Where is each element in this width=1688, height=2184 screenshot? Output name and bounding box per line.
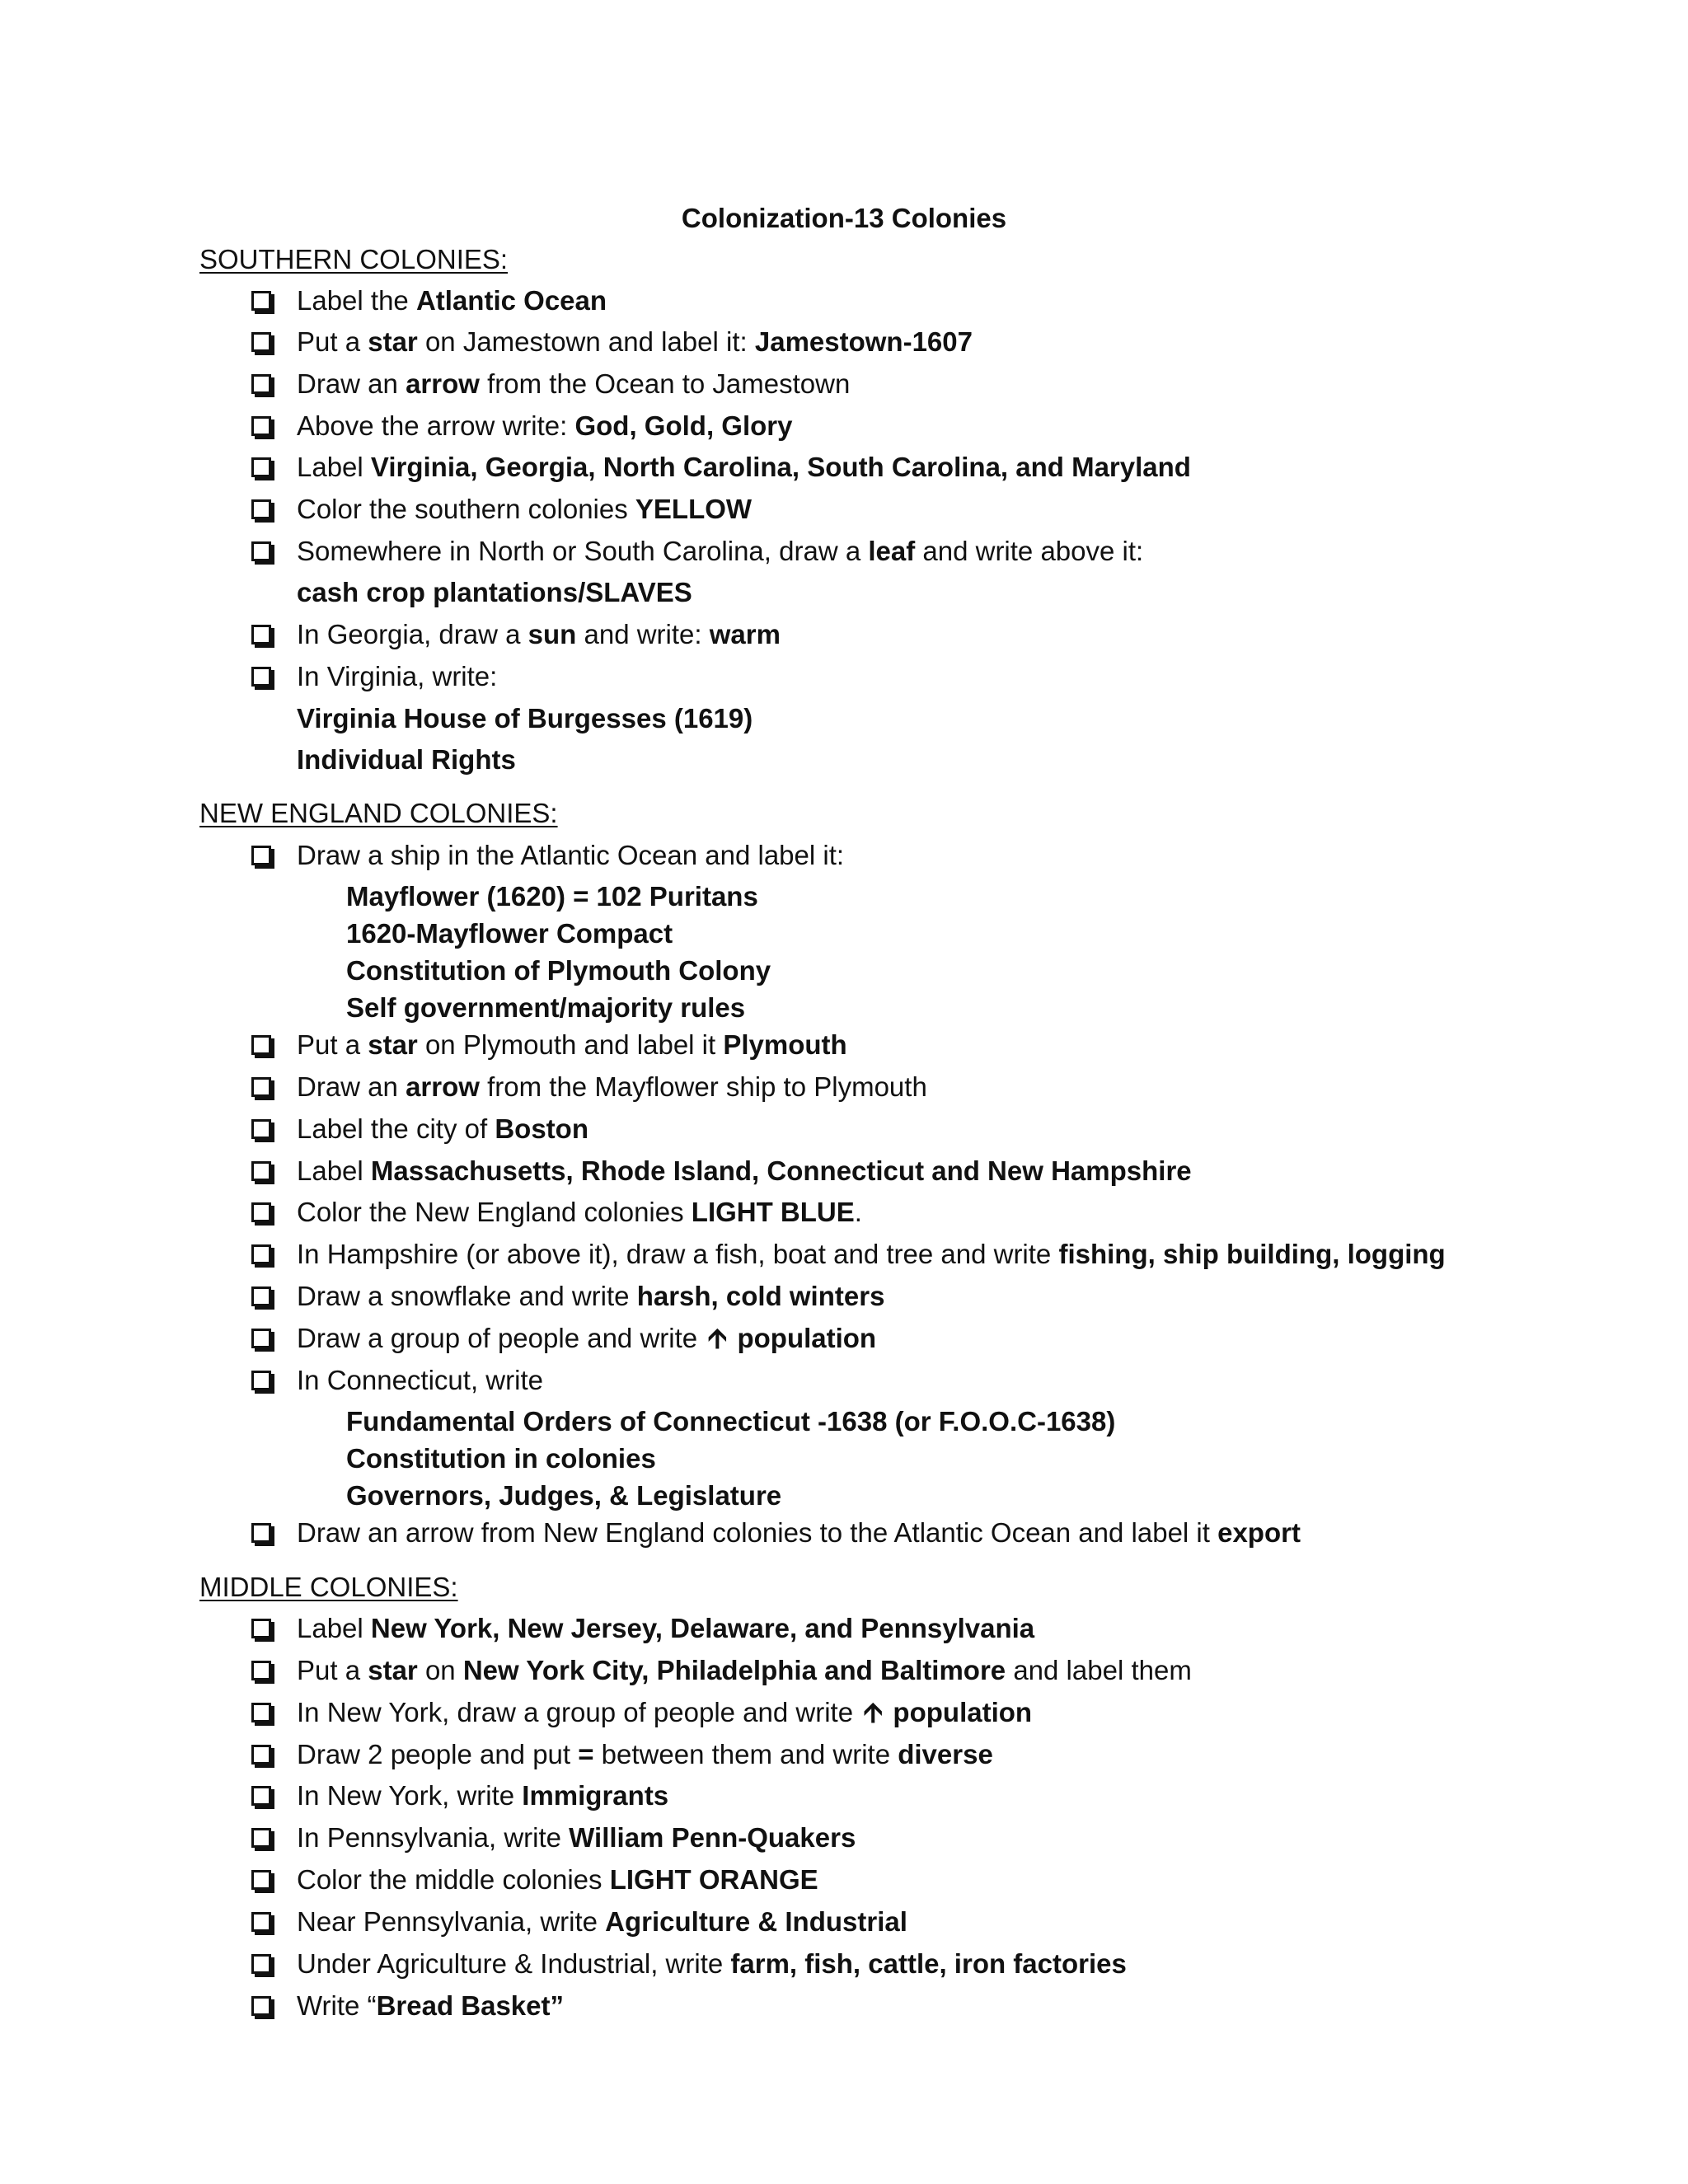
checkbox-icon[interactable] bbox=[251, 1119, 271, 1139]
up-arrow-icon: 🡩 bbox=[707, 1323, 728, 1353]
checklist-item: Under Agriculture & Industrial, write farm, fish, cattle, iron factories bbox=[297, 1948, 1127, 1979]
checklist-subline: Fundamental Orders of Connecticut -1638 (or F.O.O.C-1638) bbox=[346, 1406, 1116, 1436]
checkbox-icon[interactable] bbox=[251, 1912, 271, 1932]
checkbox-icon[interactable] bbox=[251, 1619, 271, 1638]
checkbox-icon[interactable] bbox=[251, 457, 271, 477]
checkbox-icon[interactable] bbox=[251, 1523, 271, 1543]
checkbox-icon[interactable] bbox=[251, 625, 271, 644]
page-title: Colonization-13 Colonies bbox=[681, 203, 1007, 233]
checklist-item: Label Massachusetts, Rhode Island, Connecticut and New Hampshire bbox=[297, 1155, 1192, 1186]
checkbox-icon[interactable] bbox=[251, 332, 271, 352]
checklist-subline: Mayflower (1620) = 102 Puritans bbox=[346, 881, 758, 912]
checklist-item: Put a star on Jamestown and label it: Jamestown-1607 bbox=[297, 326, 973, 357]
checkbox-icon[interactable] bbox=[251, 1161, 271, 1181]
checklist-item: Draw an arrow from the Mayflower ship to Plymouth bbox=[297, 1071, 927, 1102]
checklist-item: In Virginia, write: bbox=[297, 661, 498, 691]
checklist-item: Put a star on Plymouth and label it Plymouth bbox=[297, 1029, 847, 1060]
checkbox-icon[interactable] bbox=[251, 1870, 271, 1890]
checklist-subline: 1620-Mayflower Compact bbox=[346, 918, 673, 949]
checklist-item: Draw 2 people and put = between them and write diverse bbox=[297, 1739, 993, 1769]
checklist-item: In Hampshire (or above it), draw a fish, boat and tree and write fishing, ship building, logging bbox=[297, 1239, 1446, 1269]
checkbox-icon[interactable] bbox=[251, 1954, 271, 1974]
checkbox-icon[interactable] bbox=[251, 499, 271, 519]
checklist-item: Color the New England colonies LIGHT BLUE. bbox=[297, 1197, 862, 1227]
checklist-item: Draw an arrow from New England colonies to the Atlantic Ocean and label it export bbox=[297, 1517, 1301, 1548]
checkbox-icon[interactable] bbox=[251, 541, 271, 561]
checklist-item: Draw a group of people and write 🡩 population bbox=[297, 1323, 877, 1353]
checklist-subline: Governors, Judges, & Legislature bbox=[346, 1480, 782, 1511]
checkbox-icon[interactable] bbox=[251, 1661, 271, 1680]
checklist-item: Label New York, New Jersey, Delaware, and Pennsylvania bbox=[297, 1613, 1035, 1643]
checklist-subline: Self government/majority rules bbox=[346, 992, 746, 1023]
checkbox-icon[interactable] bbox=[251, 291, 271, 311]
checkbox-icon[interactable] bbox=[251, 1077, 271, 1097]
checkbox-icon[interactable] bbox=[251, 374, 271, 394]
checklist-item: Somewhere in North or South Carolina, draw a leaf and write above it: bbox=[297, 536, 1144, 566]
checklist-item: Near Pennsylvania, write Agriculture & Industrial bbox=[297, 1906, 907, 1937]
checkbox-icon[interactable] bbox=[251, 1786, 271, 1806]
section-heading-new-england: NEW ENGLAND COLONIES: bbox=[199, 798, 558, 828]
checkbox-icon[interactable] bbox=[251, 1703, 271, 1722]
checkbox-icon[interactable] bbox=[251, 667, 271, 687]
checklist-item: In Pennsylvania, write William Penn-Quakers bbox=[297, 1822, 856, 1853]
checklist-item: In New York, write Immigrants bbox=[297, 1780, 669, 1811]
checklist-item: Above the arrow write: God, Gold, Glory bbox=[297, 410, 793, 441]
checkbox-icon[interactable] bbox=[251, 1996, 271, 2016]
checkbox-icon[interactable] bbox=[251, 416, 271, 436]
checklist-item: Label the Atlantic Ocean bbox=[297, 285, 607, 316]
checklist-subline: Constitution of Plymouth Colony bbox=[346, 955, 771, 986]
checkbox-icon[interactable] bbox=[251, 1745, 271, 1765]
checklist-item: Draw a snowflake and write harsh, cold winters bbox=[297, 1281, 885, 1311]
checkbox-icon[interactable] bbox=[251, 1371, 271, 1390]
checklist-item: Put a star on New York City, Philadelphia and Baltimore and label them bbox=[297, 1655, 1192, 1685]
checklist-item: Color the southern colonies YELLOW bbox=[297, 494, 753, 524]
checklist-subline: Virginia House of Burgesses (1619) bbox=[297, 703, 753, 733]
section-heading-middle: MIDDLE COLONIES: bbox=[199, 1572, 458, 1602]
checklist-subline: Constitution in colonies bbox=[346, 1443, 656, 1474]
checkbox-icon[interactable] bbox=[251, 1202, 271, 1222]
checkbox-icon[interactable] bbox=[251, 1286, 271, 1306]
checklist-item: Write “Bread Basket” bbox=[297, 1990, 565, 2021]
section-heading-southern: SOUTHERN COLONIES: bbox=[199, 244, 509, 274]
checklist-item: In Connecticut, write bbox=[297, 1365, 543, 1395]
checklist-item: Color the middle colonies LIGHT ORANGE bbox=[297, 1864, 818, 1895]
checklist-item: Label the city of Boston bbox=[297, 1113, 588, 1144]
checkbox-icon[interactable] bbox=[251, 1244, 271, 1264]
checklist-item: In Georgia, draw a sun and write: warm bbox=[297, 619, 781, 649]
checkbox-icon[interactable] bbox=[251, 1329, 271, 1348]
checklist-subline: Individual Rights bbox=[297, 744, 516, 775]
checklist-subline: cash crop plantations/SLAVES bbox=[297, 577, 692, 607]
checklist-item: In New York, draw a group of people and write 🡩 population bbox=[297, 1697, 1033, 1727]
up-arrow-icon: 🡩 bbox=[863, 1697, 884, 1727]
checklist-item: Label Virginia, Georgia, North Carolina, South Carolina, and Maryland bbox=[297, 452, 1191, 482]
checklist-item: Draw a ship in the Atlantic Ocean and label it: bbox=[297, 840, 845, 870]
checkbox-icon[interactable] bbox=[251, 846, 271, 865]
checkbox-icon[interactable] bbox=[251, 1035, 271, 1055]
checkbox-icon[interactable] bbox=[251, 1828, 271, 1848]
checklist-item: Draw an arrow from the Ocean to Jamestown bbox=[297, 368, 851, 399]
